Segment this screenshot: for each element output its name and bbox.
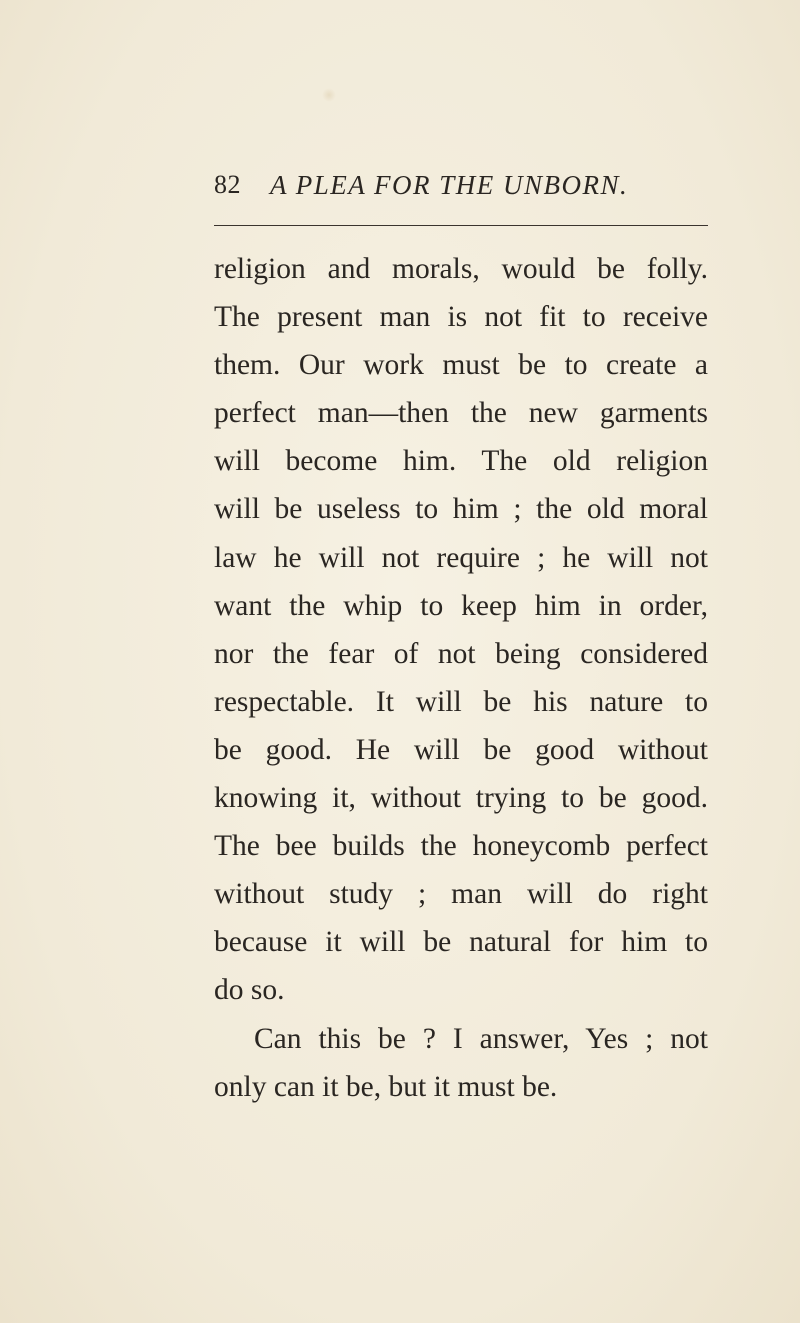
text-line: The present man is not fit to receive	[214, 301, 708, 334]
text-line: without study ; man will do right	[214, 878, 708, 911]
text-line: them. Our work must be to create a	[214, 349, 708, 382]
paragraph	[214, 1015, 708, 1111]
header-rule	[214, 225, 708, 226]
text-line: only can it be, but it must be.	[214, 1070, 558, 1103]
paper-stain	[322, 88, 336, 102]
text-line: do so.	[214, 974, 285, 1007]
text-line: The bee builds the honeycomb perfect	[214, 830, 708, 863]
text-line: be good. He will be good without	[214, 733, 708, 766]
text-line: Can this be ? I answer, Yes ; not	[254, 1022, 708, 1055]
running-title: A PLEA FOR THE UNBORN.	[270, 170, 629, 200]
text-line: will be useless to him ; the old moral	[214, 493, 708, 526]
text-line: respectable. It will be his nature to	[214, 685, 708, 718]
page-header	[214, 170, 754, 206]
text-line: religion and morals, would be folly.	[214, 253, 708, 285]
body-text	[214, 245, 708, 1111]
text-line: knowing it, without trying to be good.	[214, 782, 708, 815]
text-line: perfect man—then the new garments	[214, 397, 708, 430]
text-line: nor the fear of not being considered	[214, 637, 708, 670]
text-line: because it will be natural for him to	[214, 926, 708, 959]
text-line: will become him. The old religion	[214, 445, 708, 478]
text-line: law he will not require ; he will not	[214, 541, 708, 574]
page-number: 82	[214, 170, 241, 199]
paragraph	[214, 245, 708, 1015]
text-line: want the whip to keep him in order,	[214, 589, 708, 622]
